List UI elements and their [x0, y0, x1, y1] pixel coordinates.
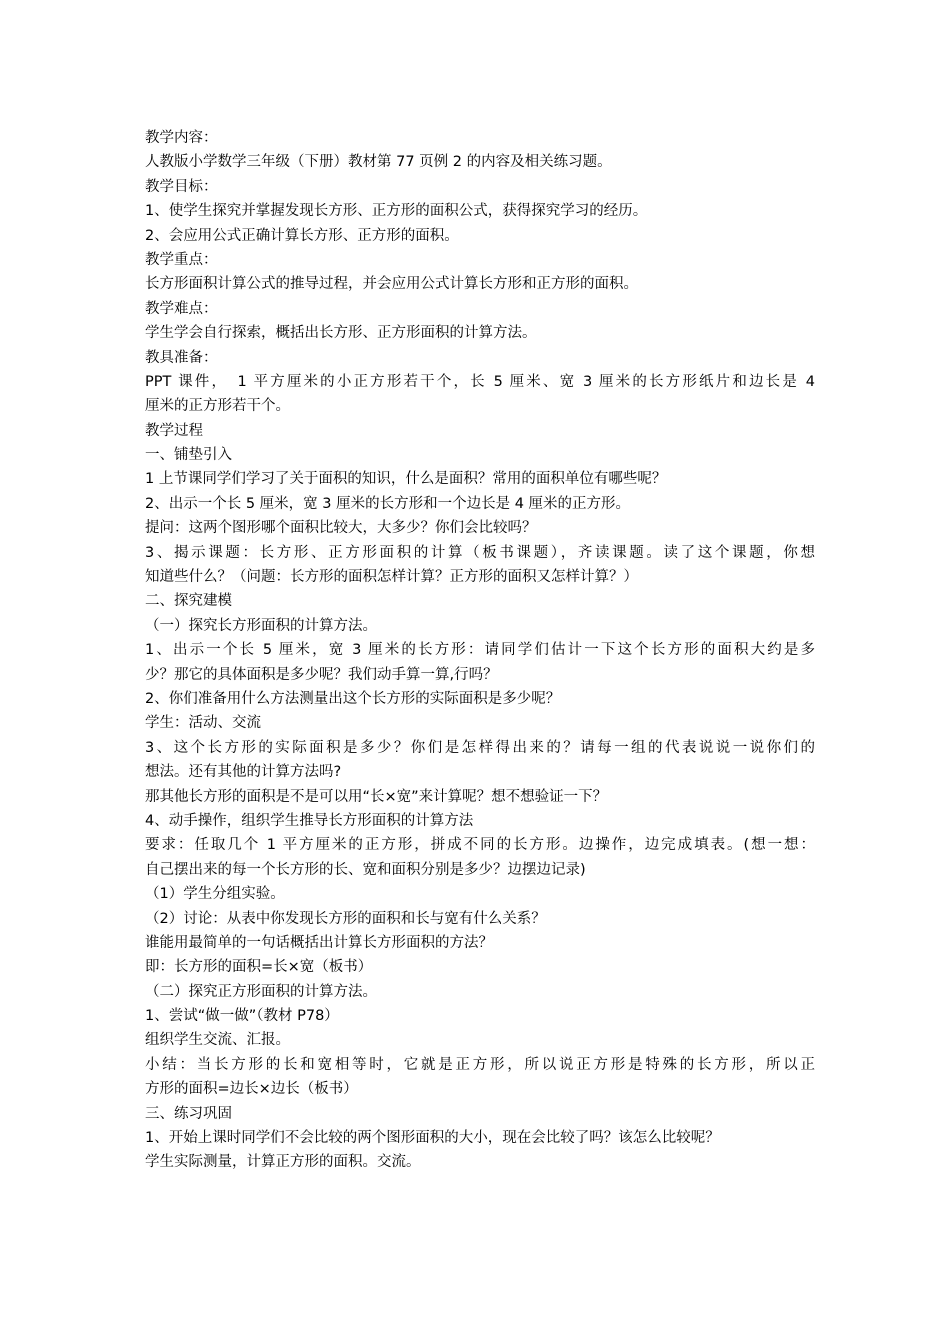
text-line: 学生：活动、交流 — [145, 715, 261, 732]
text-line: 自己摆出来的每一个长方形的长、宽和面积分别是多少？边摆边记录) — [145, 861, 586, 878]
text-line: 要求：任取几个 1 平方厘米的正方形，拼成不同的长方形。边操作，边完成填表。(想一想： — [145, 837, 815, 854]
text-line: 1、使学生探究并掌握发现长方形、正方形的面积公式，获得探究学习的经历。 — [145, 203, 648, 220]
text-line: 教学过程 — [145, 422, 203, 439]
text-line: 1 上节课同学们学习了关于面积的知识，什么是面积？常用的面积单位有哪些呢？ — [145, 471, 667, 488]
text-line: 教学内容： — [145, 130, 218, 146]
text-line: （二）探究正方形面积的计算方法。 — [145, 983, 377, 1000]
text-line: 知道些什么？（问题：长方形的面积怎样计算？正方形的面积又怎样计算？） — [145, 569, 638, 586]
text-line: 提问：这两个图形哪个面积比较大，大多少？你们会比较吗？ — [145, 520, 537, 537]
text-line: 小结：当长方形的长和宽相等时，它就是正方形，所以说正方形是特殊的长方形，所以正 — [145, 1056, 815, 1073]
text-line: 1、开始上课时同学们不会比较的两个图形面积的大小，现在会比较了吗？该怎么比较呢？ — [145, 1130, 720, 1147]
text-line: 2、会应用公式正确计算长方形、正方形的面积。 — [145, 227, 459, 244]
text-line: 2、你们准备用什么方法测量出这个长方形的实际面积是多少呢？ — [145, 690, 561, 707]
text-line: 3、这个长方形的实际面积是多少？你们是怎样得出来的？请每一组的代表说说一说你们的 — [145, 739, 815, 756]
text-line: 教具准备： — [145, 349, 218, 366]
text-line: 1、尝试“做一做”（教材 P78） — [145, 1008, 339, 1025]
text-line: 4、动手操作，组织学生推导长方形面积的计算方法 — [145, 812, 474, 829]
text-line: 一、铺垫引入 — [145, 447, 232, 464]
text-line: （1）学生分组实验。 — [145, 886, 285, 903]
text-line: 组织学生交流、汇报。 — [145, 1032, 290, 1049]
text-line: 二、探究建模 — [145, 593, 232, 610]
text-line: 1、出示一个长 5 厘米，宽 3 厘米的长方形：请同学们估计一下这个长方形的面积大约是多 — [145, 642, 815, 659]
text-line: 教学重点： — [145, 251, 218, 268]
text-line: 学生学会自行探索，概括出长方形、正方形面积的计算方法。 — [145, 325, 537, 342]
text-line: （一）探究长方形面积的计算方法。 — [145, 617, 377, 634]
text-line: 即：长方形的面积=长×宽（板书） — [145, 959, 373, 976]
text-line: PPT 课件， 1 平方厘米的小正方形若干个，长 5 厘米、宽 3 厘米的长方形纸片和边长是 4 — [145, 373, 815, 390]
text-line: 厘米的正方形若干个。 — [145, 398, 290, 415]
text-line: 想法。还有其他的计算方法吗? — [145, 764, 342, 781]
text-line: 那其他长方形的面积是不是可以用“长×宽”来计算呢？想不想验证一下？ — [145, 788, 608, 805]
text-line: 教学目标： — [145, 178, 218, 195]
text-line: 三、练习巩固 — [145, 1105, 232, 1122]
text-line: 教学难点： — [145, 300, 218, 317]
text-line: 人教版小学数学三年级（下册）教材第 77 页例 2 的内容及相关练习题。 — [145, 154, 612, 171]
text-line: 方形的面积=边长×边长（板书） — [145, 1081, 358, 1098]
text-line: 少？那它的具体面积是多少呢？我们动手算一算,行吗？ — [145, 666, 498, 683]
text-line: 3、揭示课题：长方形、正方形面积的计算（板书课题），齐读课题。读了这个课题，你想 — [145, 544, 815, 561]
text-line: 谁能用最简单的一句话概括出计算长方形面积的方法？ — [145, 934, 493, 951]
text-line: 2、出示一个长 5 厘米，宽 3 厘米的长方形和一个边长是 4 厘米的正方形。 — [145, 495, 631, 512]
text-line: （2）讨论：从表中你发现长方形的面积和长与宽有什么关系？ — [145, 910, 546, 927]
document-body — [145, 126, 815, 1175]
text-line: 长方形面积计算公式的推导过程，并会应用公式计算长方形和正方形的面积。 — [145, 276, 638, 293]
text-line: 学生实际测量，计算正方形的面积。交流。 — [145, 1154, 421, 1171]
